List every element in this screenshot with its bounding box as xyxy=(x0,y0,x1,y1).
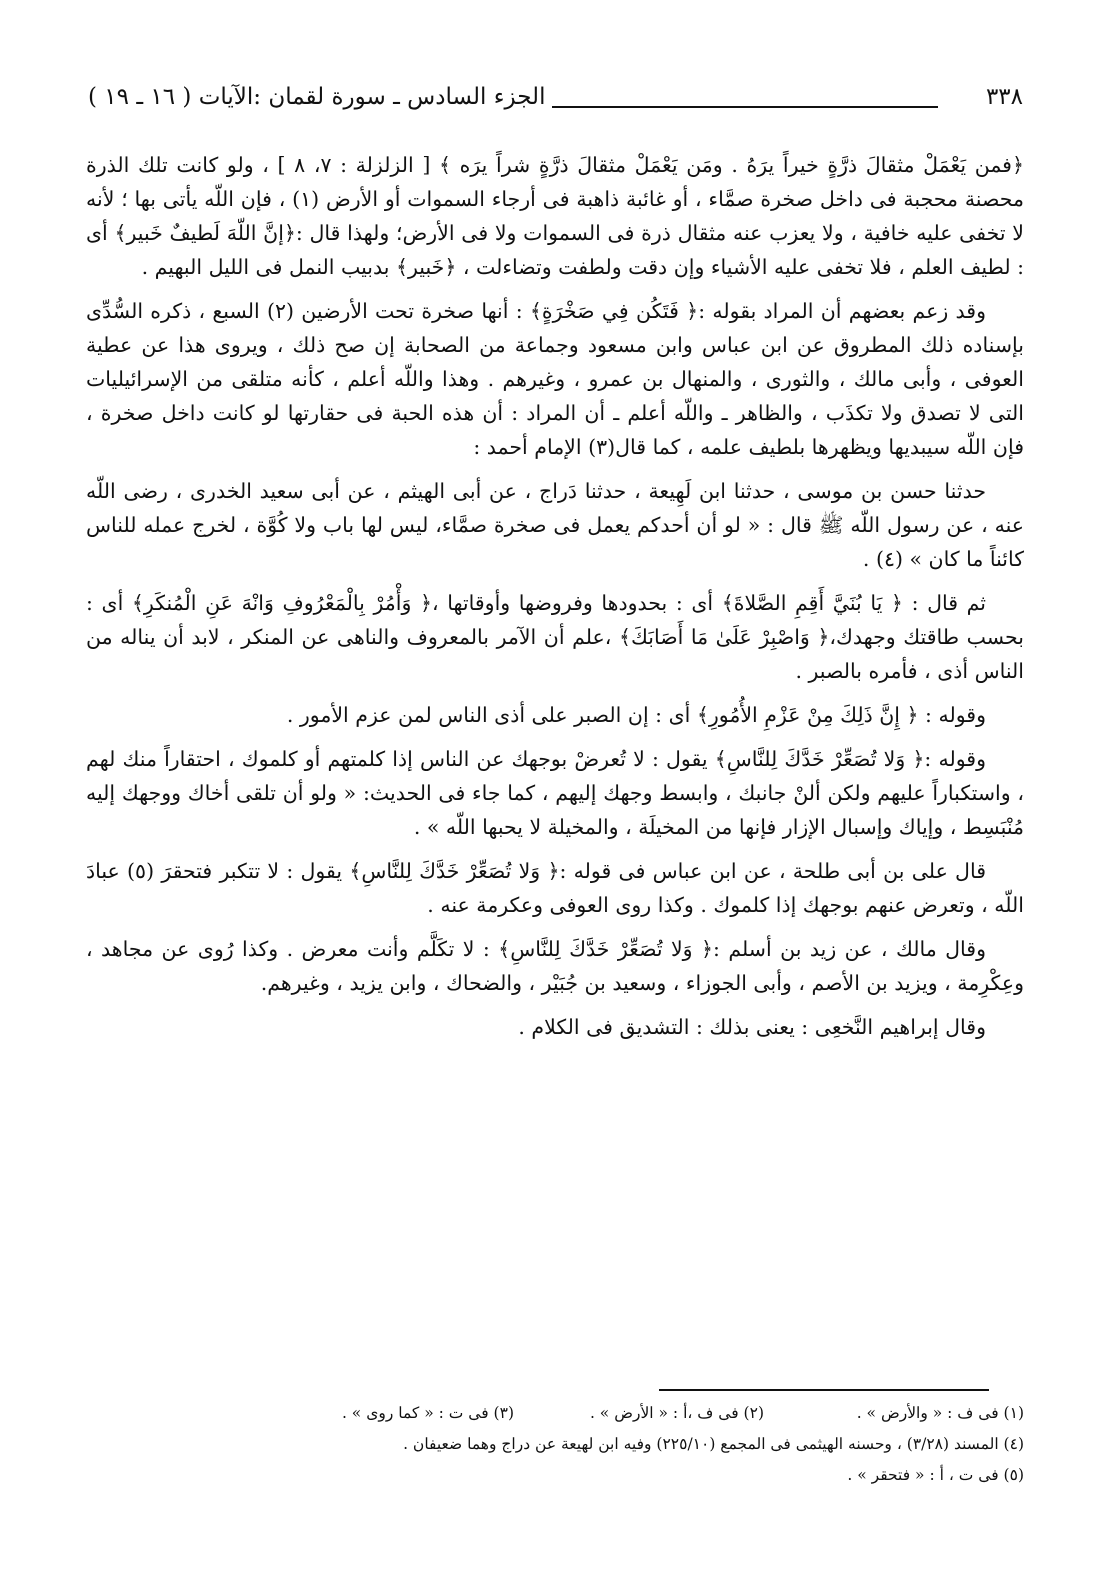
header-title: الجزء السادس ـ سورة لقمان :الآيات ( ١٦ ـ ١٩ ) xyxy=(88,84,546,110)
paragraph-1: ﴿فمن يَعْمَلْ مثقالَ ذرَّةٍ خيراً يرَهُ . ومَن يَعْمَلْ مثقالَ ذرَّةٍ شراً يرَه ﴾ [ الزلزلة : ٧، ٨ ] ، ولو كانت تلك الذرة محصنة محجبة فى داخل صخرة صمَّاء ، أو غائبة ذاهبة فى أرجاء السموات أو الأرض (١) ، فإن اللّه يأتى بها ؛ لأنه لا تخفى عليه خافية ، ولا يعزب عنه مثقال ذرة فى السموات ولا فى الأرض؛ ولهذا قال :﴿إنَّ اللّهَ لَطيفٌ خَبير﴾ أى : لطيف العلم ، فلا تخفى عليه الأشياء وإن دقت ولطفت وتضاءلت ، ﴿خَبير﴾ بدبيب النمل فى الليل البهيم . xyxy=(86,153,1024,279)
paragraph-4: ثم قال : ﴿ يَا بُنَيَّ أَقِمِ الصَّلاةَ﴾ أى : بحدودها وفروضها وأوقاتها ،﴿ وَأْمُرْ بِالْمَعْرُوفِ وَانْهَ عَنِ الْمُنكَرِ﴾ أى : بحسب طاقتك وجهدك،﴿ وَاصْبِرْ عَلَىٰ مَا أَصَابَكَ﴾ ،علم أن الآمر بالمعروف والناهى عن المنكر ، لابد أن يناله من الناس أذى ، فأمره بالصبر . xyxy=(86,591,1024,683)
running-header xyxy=(88,84,1023,124)
page-number: ٣٣٨ xyxy=(985,84,1023,110)
paragraph-3: حدثنا حسن بن موسى ، حدثنا ابن لَهِيعة ، حدثنا دَراج ، عن أبى الهيثم ، عن أبى سعيد الخدرى ، رضى اللّه عنه ، عن رسول اللّه ﷺ قال : « لو أن أحدكم يعمل فى صخرة صمَّاء، ليس لها باب ولا كُوَّة ، لخرج عمله للناس كائناً ما كان » (٤) . xyxy=(86,479,1024,571)
footnote-1: (١) فى ف : « والأرض » . xyxy=(856,1404,1024,1422)
header-rule xyxy=(552,106,938,108)
footnote-separator xyxy=(659,1389,989,1391)
paragraph-7: قال على بن أبى طلحة ، عن ابن عباس فى قوله :﴿ وَلا تُصَعِّرْ خَدَّكَ لِلنَّاسِ﴾ يقول : لا تتكبر فتحقرَ (٥) عبادَ اللّه ، وتعرض عنهم بوجهك إذا كلموك . وكذا روى العوفى وعكرمة عنه . xyxy=(86,859,1024,917)
footnote-3: (٣) فى ت : « كما روى » . xyxy=(341,1404,514,1422)
paragraph-9: وقال إبراهيم النَّخعِى : يعنى بذلك : التشديق فى الكلام . xyxy=(518,1015,986,1039)
footnotes xyxy=(86,1398,1024,1491)
paragraph-8: وقال مالك ، عن زيد بن أسلم :﴿ وَلا تُصَعِّرْ خَدَّكَ لِلنَّاسِ﴾ : لا تكَلَّم وأنت معرض . وكذا رُوى عن مجاهد ، وعِكْرِمة ، ويزيد بن الأصم ، وأبى الجوزاء ، وسعيد بن جُبَيْر ، والضحاك ، وابن يزيد ، وغيرهم. xyxy=(86,937,1024,995)
footnote-2: (٢) فى ف ،أ : « الأرض » . xyxy=(589,1404,764,1422)
footnote-4: (٤) المسند (٣/٢٨) ، وحسنه الهيثمى فى المجمع (٢٢٥/١٠) وفيه ابن لهيعة عن دراج وهما ضعيفان . xyxy=(403,1435,1024,1453)
paragraph-5: وقوله : ﴿ إِنَّ ذَلِكَ مِنْ عَزْمِ الأُمُورِ﴾ أى : إن الصبر على أذى الناس لمن عزم الأمور . xyxy=(286,703,986,727)
paragraph-6: وقوله :﴿ وَلا تُصَعِّرْ خَدَّكَ لِلنَّاسِ﴾ يقول : لا تُعرضْ بوجهك عن الناس إذا كلمتهم أو كلموك ، احتقاراً منك لهم ، واستكباراً عليهم ولكن ألنْ جانبك ، وابسط وجهك إليهم ، كما جاء فى الحديث: « ولو أن تلقى أخاك ووجهك إليه مُنْبَسِط ، وإياك وإسبال الإزار فإنها من المخيلَة ، والمخيلة لا يحبها اللّه » . xyxy=(86,747,1024,839)
main-text xyxy=(86,148,1024,1044)
paragraph-2: وقد زعم بعضهم أن المراد بقوله :﴿ فَتَكُن فِي صَخْرَةٍ﴾ : أنها صخرة تحت الأرضين (٢) السبع ، ذكره السُّدِّى بإسناده ذلك المطروق عن ابن عباس وابن مسعود وجماعة من الصحابة إن صح ذلك ، ويروى هذا عن عطية العوفى ، وأبى مالك ، والثورى ، والمنهال بن عمرو ، وغيرهم . وهذا واللّه أعلم ، كأنه متلقى من الإسرائيليات التى لا تصدق ولا تكذَب ، والظاهر ـ واللّه أعلم ـ أن المراد : أن هذه الحبة فى حقارتها لو كانت داخل صخرة ، فإن اللّه سيبديها ويظهرها بلطيف علمه ، كما قال(٣) الإمام أحمد : xyxy=(86,299,1024,459)
footnote-5: (٥) فى ت ، أ : « فتحقر » . xyxy=(847,1466,1024,1484)
footnote-row xyxy=(86,1398,1024,1429)
